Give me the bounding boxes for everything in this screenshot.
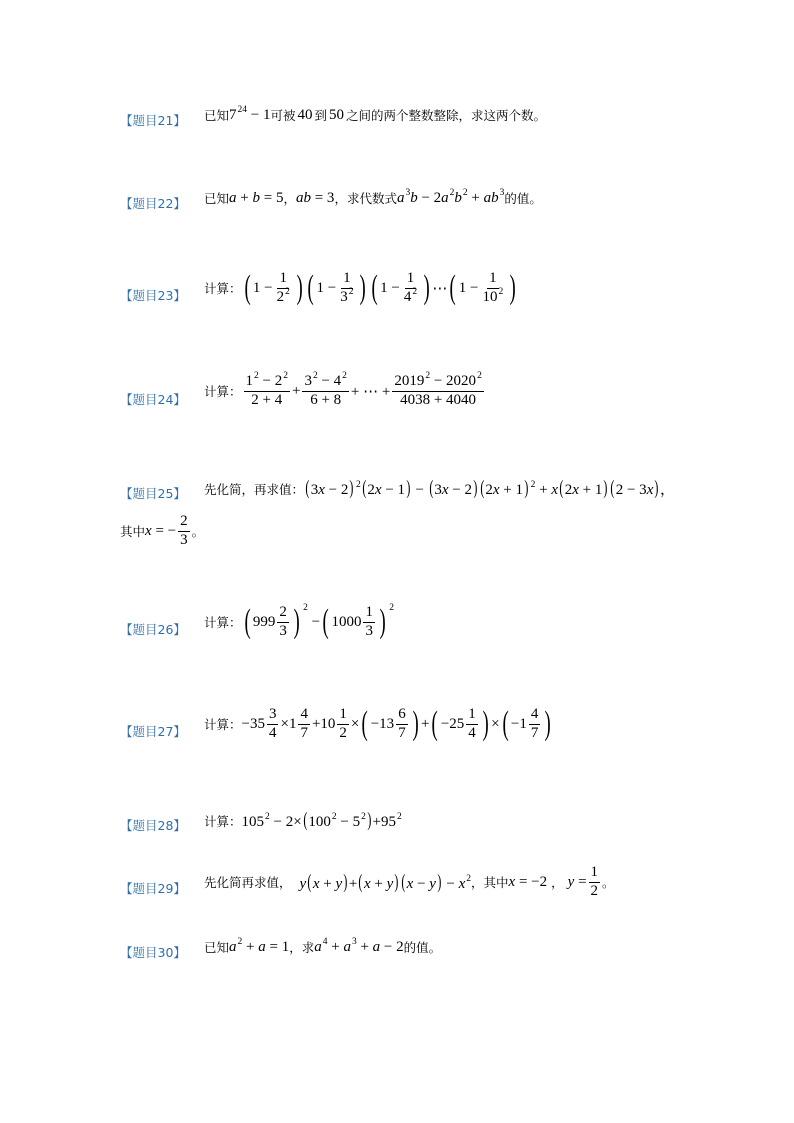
problem-21-tag: 【题目21】 [120, 113, 186, 128]
problem-29-expr: y(x + y)+(x + y) $(x - y) - x^2$ [299, 870, 472, 893]
problem-23-body [204, 271, 519, 306]
problem-25-line2-pre: 其中 [120, 524, 146, 540]
problem-24-expr: $\frac{1^2 - 2^2}{2 + 4}$ + $\frac{3^2 - 4^2}{6 + 8}$ + ⋯ + $\frac{2019^2 - 2020^2}{4038 + 4040}$ [245, 371, 482, 408]
problem-21-pre: 已知 [204, 108, 230, 123]
problem-22-expr2: ab = 3 [295, 189, 335, 206]
problem-25-tag: 【题目25】 [120, 486, 186, 501]
problem-24-pre: 计算： [204, 384, 242, 400]
problem-25-body [204, 478, 675, 499]
problem-30-body [204, 938, 441, 956]
problem-22-pre: 已知 [204, 191, 230, 206]
problem-29-sep: ， [551, 875, 564, 891]
problem-30-mid: ，求 [289, 940, 315, 955]
problem-22-post: ，求代数式 [334, 191, 397, 206]
problem-29-pre: 先化简再求值， [204, 875, 292, 891]
problem-21-mid1: 可被 [270, 108, 296, 123]
problem-25-line2 [120, 514, 204, 549]
problem-28-expr: $105^2 - 2\times(100^2 - 5^2)+95^2$ [241, 809, 402, 831]
problem-28-tag: 【题目28】 [120, 818, 186, 833]
problem-29-cond1: x = −2 [508, 873, 548, 890]
problem-22-tag: 【题目22】 [120, 196, 186, 211]
problem-29-mid: ，其中 [471, 875, 509, 891]
problem-30-tag: 【题目30】 [120, 945, 186, 960]
problem-22-expr3: $a^3b - 2a^2b^2 + ab^3$ [396, 187, 505, 206]
problem-26-expr: ( 999 $\frac{2}{3}$ ) 2 − ( 1000 $\frac{1}{3}$ ) 2 [244, 603, 395, 641]
problem-27-expr: −35 $\frac{3}{4}$ ×1 $\frac{4}{7}$ +10 $\frac{1}{2}$ × ( −13 $\frac{6}{7}$ ) + ( −25 $\frac{1}{4}$ ) × ( −1 $\frac{4}{7}$ ) [241, 705, 552, 743]
problem-25-cond: x = − $\frac{2}{3}$ [145, 513, 188, 548]
problem-30-cond: $a^2 + a = 1$ [229, 936, 290, 955]
problem-22-expr1: a + b = 5 [229, 189, 284, 206]
problem-28-body [204, 810, 402, 831]
problem-25-line2-end: 。 [191, 524, 205, 540]
problem-30-expr: $a^4 + a^3 + a - 2$ [314, 936, 404, 955]
problem-29-cond2: y = $\frac{1}{2}$ [567, 864, 599, 899]
problem-30-pre: 已知 [204, 940, 230, 955]
problem-21-expr: $7^{24} - 1$ [229, 104, 271, 123]
problem-24-tag: 【题目24】 [120, 392, 186, 407]
problem-29-body [204, 865, 615, 900]
problem-23-pre: 计算： [204, 281, 242, 297]
problem-26-body [204, 605, 394, 640]
problem-27-pre: 计算： [204, 717, 242, 733]
problem-27-tag: 【题目27】 [120, 724, 186, 739]
problem-27-body [204, 707, 554, 742]
problem-21-n40: 40 [297, 106, 313, 123]
problem-21-n50: 50 [329, 106, 345, 123]
problem-23-expr: ( 1 − $\frac{1}{2^2}$ ) ( 1 − $\frac{1}{3^2}$ ) ( 1 − $\frac{1}{4^2}$ ) ⋯ ( 1 − $\frac{1}{10^2}$ ) [244, 269, 516, 307]
problem-22-body [204, 189, 542, 207]
problem-26-pre: 计算： [204, 615, 242, 631]
problem-28-pre: 计算： [204, 813, 242, 829]
problem-21-post: 之间的两个整数整除，求这两个数。 [346, 108, 547, 123]
problem-25-pre: 先化简，再求值： [204, 481, 305, 497]
problem-30-end: 的值。 [403, 940, 442, 955]
problem-22-mid: ， [283, 191, 296, 206]
problem-21-mid2: 到 [314, 108, 328, 123]
problem-22-end: 的值。 [504, 191, 542, 206]
problem-29-end: 。 [602, 875, 615, 891]
problem-23-tag: 【题目23】 [120, 288, 186, 303]
problem-25-expr: (3x − 2) $^2$(2x − 1) − (3x − 2) (2x + 1) $^2$ + x(2x + 1) (2 − 3x)， [305, 477, 676, 499]
problem-21-body [204, 106, 546, 124]
problem-26-tag: 【题目26】 [120, 622, 186, 637]
problem-24-body [204, 371, 486, 409]
problem-29-tag: 【题目29】 [120, 881, 186, 896]
